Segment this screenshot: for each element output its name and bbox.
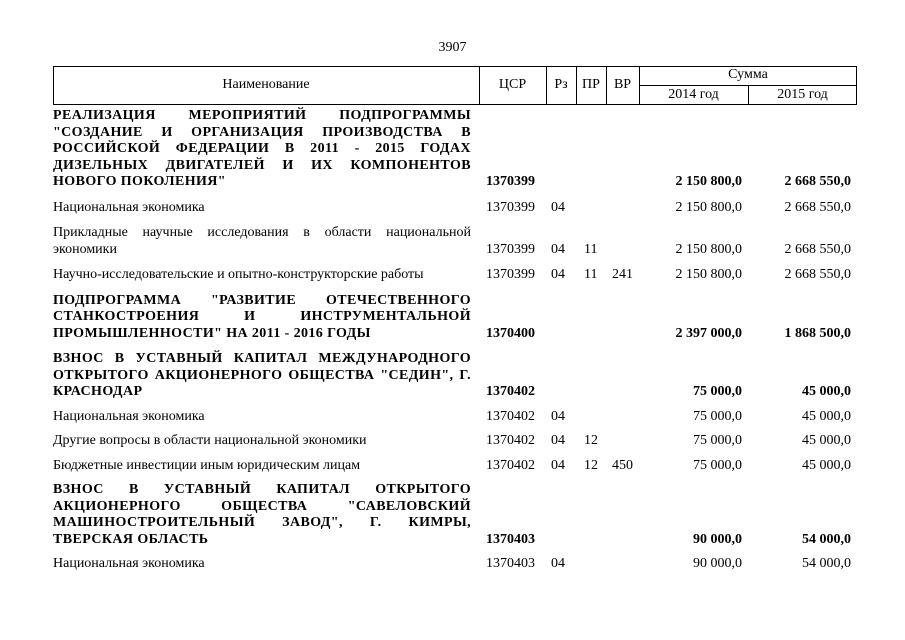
row-vr: 450 (612, 457, 633, 473)
row-sum-2014: 75 000,0 (693, 433, 742, 448)
row-csr: 1370399 (486, 199, 535, 215)
row-pr: 11 (584, 267, 598, 282)
row-rz: 04 (551, 267, 565, 282)
row-rz: 04 (551, 457, 565, 473)
table-row (53, 293, 857, 343)
row-name: ПОДПРОГРАММА "РАЗВИТИЕ ОТЕЧЕСТВЕННОГО СТАНКОСТРОЕНИЯ И ИНСТРУМЕНТАЛЬНОЙ ПРОМЫШЛЕННОСТИ" НА 2011 - 2016 ГОДЫ (53, 292, 471, 341)
row-sum-2014: 2 397 000,0 (675, 325, 742, 341)
row-sum-2014: 90 000,0 (693, 531, 742, 547)
header-csr: ЦСР (498, 77, 527, 92)
row-rz: 04 (551, 408, 565, 424)
table-row (53, 433, 857, 450)
row-csr: 1370403 (486, 556, 535, 571)
header-vr: ВР (613, 77, 632, 92)
row-sum-2014: 75 000,0 (693, 457, 742, 473)
row-sum-2015: 2 668 550,0 (784, 199, 851, 215)
row-sum-2014: 90 000,0 (693, 556, 742, 571)
table-row (53, 409, 857, 426)
row-name: Прикладные научные исследования в области национальной экономики (53, 225, 471, 257)
table-header (53, 66, 857, 105)
row-csr: 1370402 (486, 457, 535, 473)
row-rz: 04 (551, 433, 565, 448)
page-number: 3907 (438, 40, 467, 55)
row-csr: 1370399 (486, 174, 535, 189)
row-sum-2015: 2 668 550,0 (784, 174, 851, 189)
table-row (53, 351, 857, 401)
row-csr: 1370402 (486, 408, 535, 424)
row-sum-2015: 45 000,0 (802, 408, 851, 424)
row-csr: 1370399 (486, 241, 535, 257)
row-sum-2015: 54 000,0 (802, 556, 851, 571)
header-pr: ПР (582, 77, 600, 92)
row-pr: 12 (584, 457, 598, 473)
table-body (53, 108, 857, 573)
row-pr: 12 (584, 433, 598, 448)
row-sum-2014: 75 000,0 (693, 384, 742, 399)
table-row (53, 200, 857, 217)
header-sum: Сумма (728, 67, 768, 82)
row-sum-2015: 1 868 500,0 (784, 325, 851, 341)
row-csr: 1370402 (486, 384, 535, 399)
row-sum-2015: 2 668 550,0 (784, 241, 851, 257)
row-name: Бюджетные инвестиции иным юридическим лицам (53, 457, 361, 473)
row-sum-2014: 2 150 800,0 (675, 267, 742, 282)
row-sum-2014: 2 150 800,0 (675, 241, 742, 257)
row-name: Национальная экономика (53, 408, 205, 424)
row-name: Национальная экономика (53, 556, 205, 571)
row-sum-2014: 75 000,0 (693, 408, 742, 424)
row-vr: 241 (612, 267, 633, 282)
row-name: РЕАЛИЗАЦИЯ МЕРОПРИЯТИЙ ПОДПРОГРАММЫ "СОЗДАНИЕ И ОРГАНИЗАЦИЯ ПРОИЗВОДСТВА В РОССИЙСКОЙ ФЕДЕРАЦИИ В 2011 - 2015 ГОДАХ ДИЗЕЛЬНЫХ ДВИГАТЕЛЕЙ И ИХ КОМПОНЕНТОВ НОВОГО ПОКОЛЕНИЯ" (53, 108, 471, 189)
row-rz: 04 (551, 556, 565, 571)
row-sum-2015: 45 000,0 (802, 433, 851, 448)
header-name: Наименование (222, 77, 310, 92)
table-row (53, 482, 857, 548)
row-sum-2014: 2 150 800,0 (675, 174, 742, 189)
header-2015: 2015 год (777, 87, 828, 102)
row-rz: 04 (551, 199, 565, 215)
row-sum-2015: 45 000,0 (802, 457, 851, 473)
table-row (53, 458, 857, 475)
row-sum-2014: 2 150 800,0 (675, 199, 742, 215)
row-csr: 1370399 (486, 267, 535, 282)
row-csr: 1370400 (486, 325, 535, 341)
row-name: Национальная экономика (53, 199, 205, 215)
row-name: ВЗНОС В УСТАВНЫЙ КАПИТАЛ ОТКРЫТОГО АКЦИОНЕРНОГО ОБЩЕСТВА "САВЕЛОВСКИЙ МАШИНОСТРОИТЕЛЬНЫЙ ЗАВОД", Г. КИМРЫ, ТВЕРСКАЯ ОБЛАСТЬ (53, 482, 471, 547)
table-row (53, 556, 857, 573)
table-row (53, 225, 857, 258)
row-sum-2015: 2 668 550,0 (784, 267, 851, 282)
row-name: Другие вопросы в области национальной экономики (53, 433, 367, 448)
row-name: ВЗНОС В УСТАВНЫЙ КАПИТАЛ МЕЖДУНАРОДНОГО ОТКРЫТОГО АКЦИОНЕРНОГО ОБЩЕСТВА "СЕДИН", Г. КРАСНОДАР (53, 351, 471, 399)
header-rz: Рз (554, 77, 568, 92)
row-rz: 04 (551, 241, 565, 257)
row-csr: 1370402 (486, 433, 535, 448)
row-sum-2015: 45 000,0 (802, 384, 851, 399)
row-name: Научно-исследовательские и опытно-конструкторские работы (53, 267, 424, 282)
row-sum-2015: 54 000,0 (802, 531, 851, 547)
table-row (53, 108, 857, 191)
row-pr: 11 (584, 241, 598, 257)
table-row (53, 267, 857, 284)
header-2014: 2014 год (668, 87, 719, 102)
row-csr: 1370403 (486, 531, 535, 547)
header-bottom-border (53, 104, 857, 105)
